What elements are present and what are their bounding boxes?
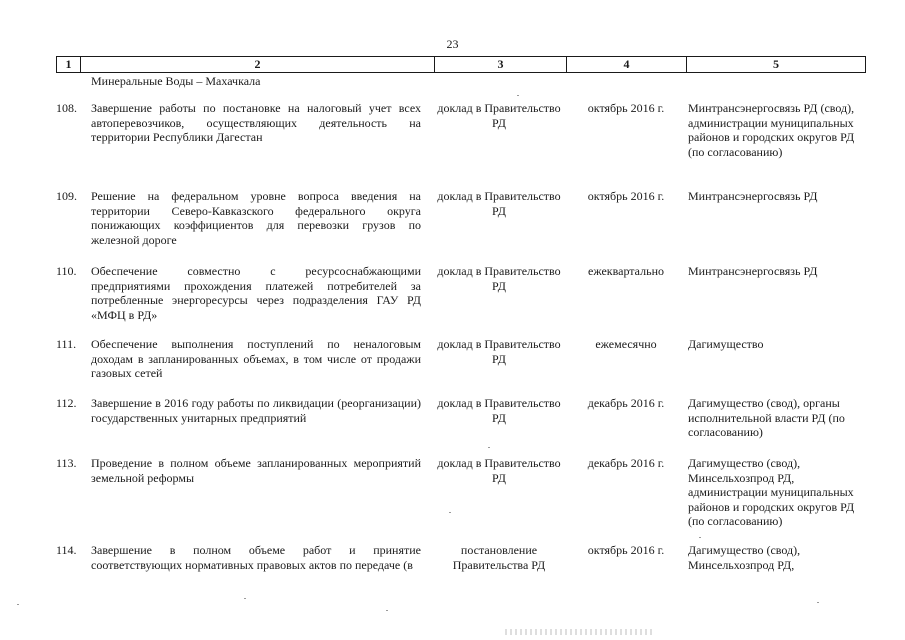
- row-report-form: постановление Правительства РД: [452, 543, 546, 572]
- header-col-3: 3: [435, 57, 567, 72]
- row-responsible: Минтрансэнергосвязь РД: [688, 264, 818, 278]
- row-report-form: доклад в Правительство РД: [437, 189, 561, 218]
- row-description: Решение на федеральном уровне вопроса введения на территории Северо-Кавказского федерального округа понижающих коэффициентов для перевозки грузов по железной дороге: [91, 189, 421, 247]
- row-description: Обеспечение совместно с ресурсоснабжающими предприятиями прохождения платежей потребителей за потребленные энергоресурсы через подразделения ГАУ РД «МФЦ в РД»: [91, 264, 421, 322]
- row-responsible: Дагимущество (свод), органы исполнительной власти РД (по согласованию): [688, 396, 845, 440]
- scan-artifact: [505, 629, 655, 635]
- row-responsible: Дагимущество (свод), Минсельхозпрод РД,: [688, 543, 801, 572]
- row-responsible: Дагимущество: [688, 337, 764, 351]
- header-col-2: 2: [81, 57, 435, 72]
- row-description: Обеспечение выполнения поступлений по неналоговым доходам в запланированных объемах, в том числе от продажи газовых сетей: [91, 337, 421, 381]
- row-report-form: доклад в Правительство РД: [437, 264, 561, 293]
- row-responsible: Минтрансэнергосвязь РД: [688, 189, 818, 203]
- row-number: 114.: [56, 543, 77, 557]
- row-description: Завершение в 2016 году работы по ликвидации (реорганизации) государственных унитарных предприятий: [91, 396, 421, 425]
- row-responsible: Минтрансэнергосвязь РД (свод), администрации муниципальных районов и городских округов РД (по согласованию): [688, 101, 855, 159]
- scan-speck: [699, 537, 701, 538]
- row-number: 111.: [56, 337, 77, 351]
- row-description: Проведение в полном объеме запланированных мероприятий земельной реформы: [91, 456, 421, 485]
- row-description: Завершение в полном объеме работ и принятие соответствующих нормативных правовых актов по передаче (в: [91, 543, 421, 572]
- scan-speck: [386, 610, 388, 611]
- row-number: 109.: [56, 189, 77, 203]
- row-number: 113.: [56, 456, 77, 470]
- header-col-4: 4: [567, 57, 687, 72]
- row-number: 108.: [56, 101, 77, 115]
- scan-speck: [817, 602, 819, 603]
- row-deadline: октябрь 2016 г.: [587, 189, 665, 203]
- header-col-5: 5: [773, 57, 779, 71]
- row-report-form: доклад в Правительство РД: [437, 101, 561, 130]
- header-col-1: 1: [57, 57, 81, 72]
- row-description: Завершение работы по постановке на налоговый учет всех автоперевозчиков, осуществляющих деятельность на территории Республики Дагестан: [91, 101, 421, 145]
- row-deadline: октябрь 2016 г.: [587, 543, 665, 557]
- scan-speck: [244, 598, 246, 599]
- row-deadline: ежемесячно: [595, 337, 657, 351]
- scan-speck: [17, 604, 19, 605]
- row-report-form: доклад в Правительство РД: [437, 337, 561, 366]
- row-deadline: октябрь 2016 г.: [587, 101, 665, 115]
- row-deadline: ежеквартально: [588, 264, 664, 278]
- row-deadline: декабрь 2016 г.: [587, 396, 665, 410]
- page-number: 23: [446, 37, 459, 51]
- row-number: 110.: [56, 264, 77, 278]
- scan-speck: [449, 512, 451, 513]
- table-header: [56, 56, 866, 73]
- scan-speck: [488, 447, 490, 448]
- row-report-form: доклад в Правительство РД: [437, 396, 561, 425]
- row-responsible: Дагимущество (свод), Минсельхозпрод РД, администрации муниципальных районов и городских округов РД (по согласованию): [688, 456, 855, 529]
- row-report-form: доклад в Правительство РД: [437, 456, 561, 485]
- scan-speck: [517, 95, 519, 96]
- continued-text: Минеральные Воды – Махачкала: [91, 74, 261, 88]
- row-deadline: декабрь 2016 г.: [587, 456, 665, 470]
- row-number: 112.: [56, 396, 77, 410]
